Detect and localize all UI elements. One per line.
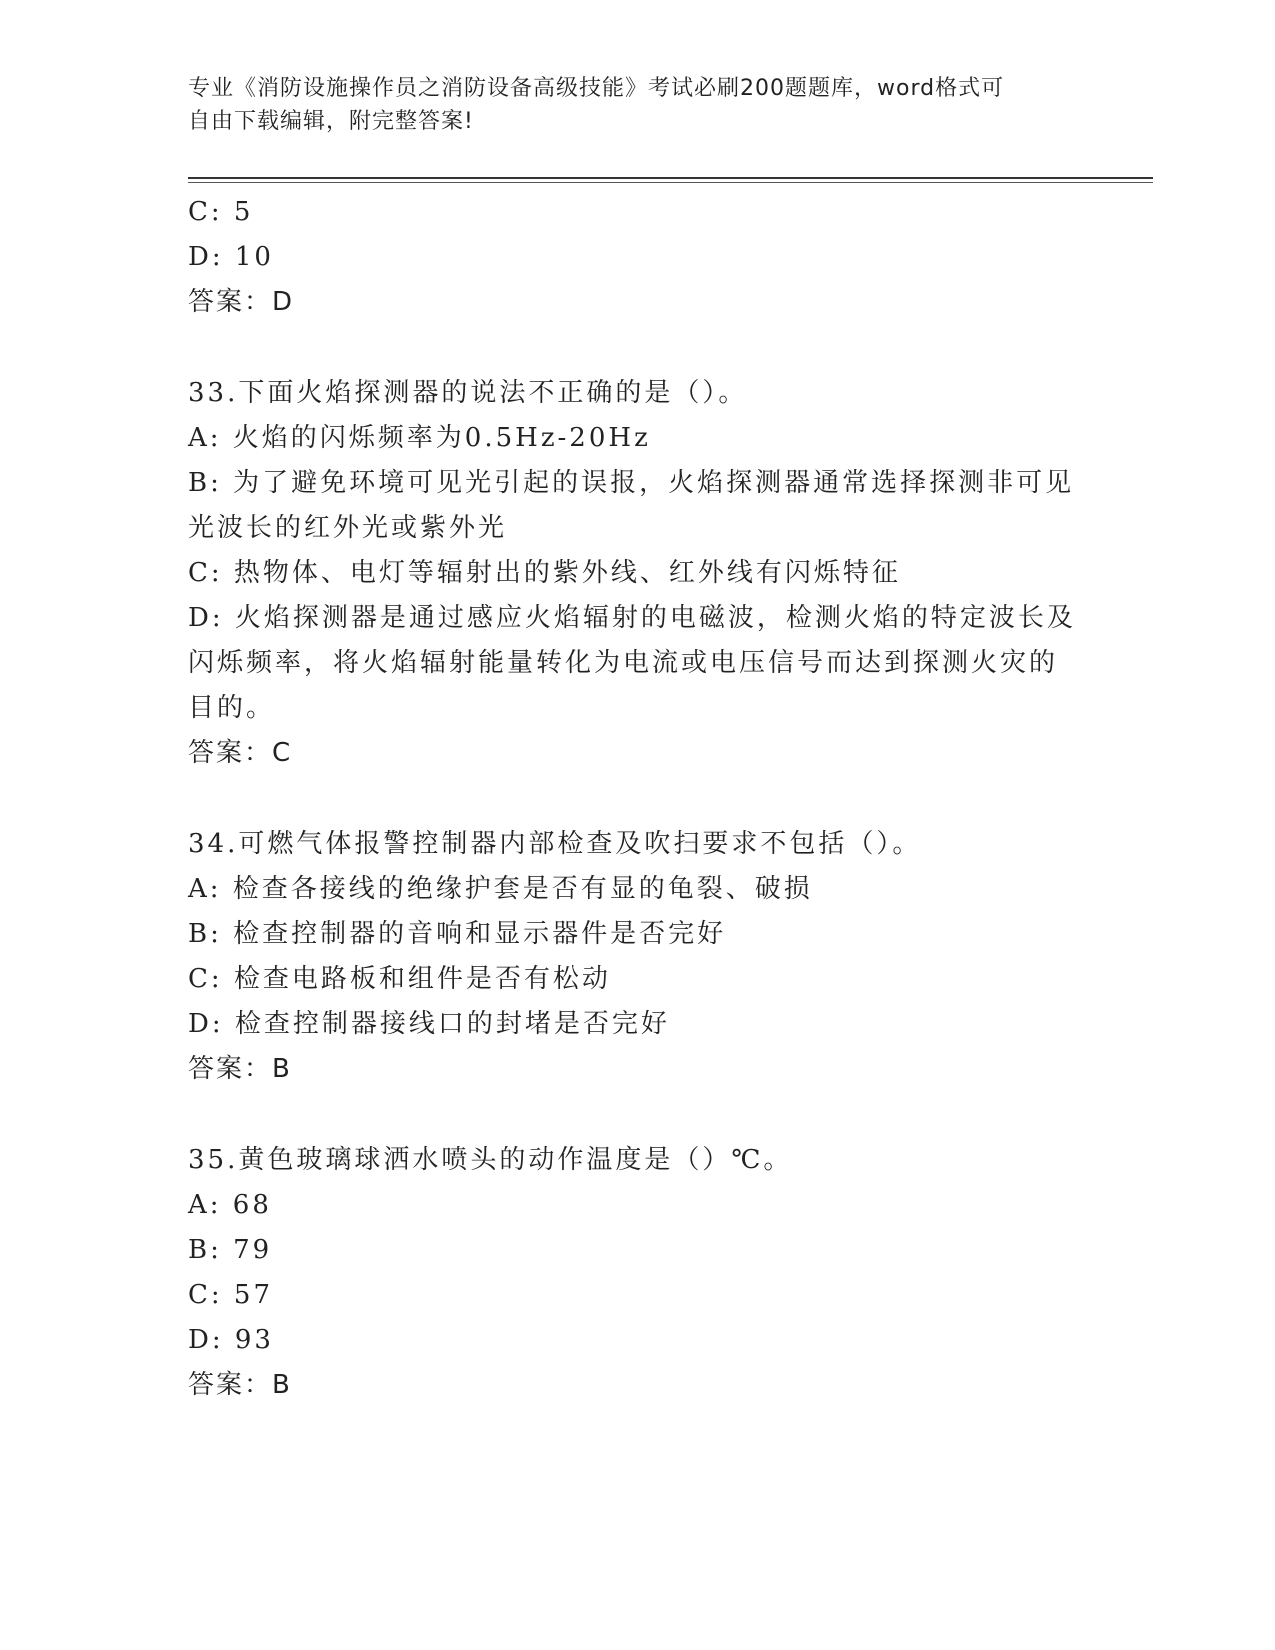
option-c: C: 检查电路板和组件是否有松动 (188, 964, 611, 994)
option-d: D: 火焰探测器是通过感应火焰辐射的电磁波，检测火焰的特定波长及 (188, 603, 1076, 633)
previous-question-tail (188, 190, 1088, 325)
option-a: A: 火焰的闪烁频率为0.5Hz-20Hz (188, 423, 651, 453)
answer-line: 答案：B (188, 1054, 292, 1084)
question-35 (188, 1138, 1088, 1408)
option-c: C: 热物体、电灯等辐射出的紫外线、红外线有闪烁特征 (188, 558, 901, 588)
spacer (188, 325, 1088, 371)
header-line-2: 自由下载编辑，附完整答案! (188, 109, 474, 134)
option-d: D: 检查控制器接线口的封堵是否完好 (188, 1009, 670, 1039)
option-b: B: 检查控制器的音响和显示器件是否完好 (188, 919, 727, 949)
option-c: C: 57 (188, 1280, 274, 1310)
question-content (188, 190, 1088, 1408)
header-divider-thin (188, 182, 1153, 183)
spacer (188, 1092, 1088, 1138)
option-b-continued: 光波长的红外光或紫外光 (188, 513, 508, 543)
spacer (188, 776, 1088, 822)
option-d-continued: 闪烁频率，将火焰辐射能量转化为电流或电压信号而达到探测火灾的 (188, 648, 1059, 678)
answer-line: 答案：C (188, 738, 293, 768)
option-b: B: 为了避免环境可见光引起的误报，火焰探测器通常选择探测非可见 (188, 468, 1075, 498)
question-stem: 34.可燃气体报警控制器内部检查及吹扫要求不包括（）。 (188, 829, 922, 859)
option-c: C: 5 (188, 197, 254, 227)
answer-line: 答案：D (188, 287, 295, 317)
question-stem: 35.黄色玻璃球洒水喷头的动作温度是（）℃。 (188, 1145, 793, 1175)
question-stem: 33.下面火焰探测器的说法不正确的是（）。 (188, 378, 748, 408)
option-d: D: 10 (188, 242, 274, 272)
option-b: B: 79 (188, 1235, 273, 1265)
question-33 (188, 371, 1088, 776)
answer-line: 答案：B (188, 1370, 292, 1400)
header-line-1: 专业《消防设施操作员之消防设备高级技能》考试必刷200题题库，word格式可 (188, 76, 1005, 101)
option-a: A: 68 (188, 1190, 272, 1220)
option-a: A: 检查各接线的绝缘护套是否有显的龟裂、破损 (188, 874, 813, 904)
option-d: D: 93 (188, 1325, 274, 1355)
option-d-continued: 目的。 (188, 693, 276, 723)
header-divider-thick (188, 177, 1153, 179)
document-header (188, 72, 1088, 138)
question-34 (188, 822, 1088, 1092)
